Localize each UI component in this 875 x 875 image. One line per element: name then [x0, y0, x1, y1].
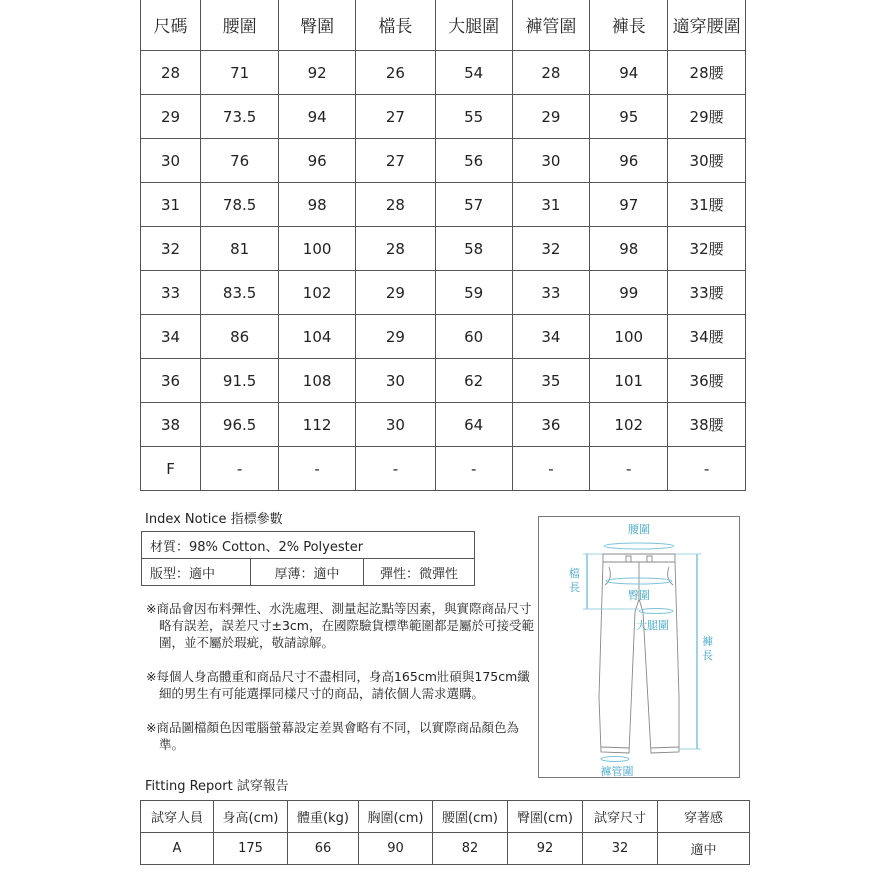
size-cell: 76	[201, 139, 279, 183]
size-cell: 27	[356, 95, 436, 139]
fit-cell: 版型：適中	[142, 559, 251, 586]
size-row	[141, 447, 746, 491]
size-cell: 30	[356, 359, 436, 403]
header-cell: 檔長	[356, 0, 436, 51]
size-cell: 38	[141, 403, 201, 447]
fitting-cell: 適中	[658, 833, 750, 865]
size-cell: F	[141, 447, 201, 491]
size-cell: -	[356, 447, 436, 491]
size-cell: -	[279, 447, 356, 491]
diagram-label-length-2: 長	[702, 649, 713, 662]
size-cell: 34	[141, 315, 201, 359]
diagram-label-rise-1: 檔	[569, 567, 580, 580]
header-cell: 身高(cm)	[214, 801, 288, 833]
size-cell: 30腰	[668, 139, 746, 183]
size-cell: 28	[356, 183, 436, 227]
fitting-cell: 32	[583, 833, 658, 865]
header-cell: 體重(kg)	[288, 801, 359, 833]
size-cell: 101	[590, 359, 668, 403]
note-item: ※商品圖檔顏色因電腦螢幕設定差異會略有不同，以實際商品顏色為準。	[146, 720, 519, 752]
fitting-cell: 175	[214, 833, 288, 865]
size-cell: 94	[279, 95, 356, 139]
size-cell: 81	[201, 227, 279, 271]
size-row	[141, 227, 746, 271]
size-cell: 108	[279, 359, 356, 403]
size-cell: 33	[512, 271, 590, 315]
size-row	[141, 315, 746, 359]
size-cell: 31	[141, 183, 201, 227]
size-cell: 92	[279, 51, 356, 95]
header-cell: 大腿圍	[435, 0, 512, 51]
diagram-label-thigh: 大腿圍	[636, 619, 669, 632]
size-cell: -	[201, 447, 279, 491]
pants-illustration	[539, 517, 739, 777]
size-cell: 29	[356, 271, 436, 315]
diagram-label-hip: 臀圍	[628, 589, 650, 602]
size-cell: 60	[435, 315, 512, 359]
header-cell: 適穿腰圍	[668, 0, 746, 51]
size-cell: 29	[141, 95, 201, 139]
size-cell: -	[668, 447, 746, 491]
size-cell: 71	[201, 51, 279, 95]
size-cell: 32	[141, 227, 201, 271]
size-table-header	[141, 0, 746, 51]
size-cell: -	[512, 447, 590, 491]
size-row	[141, 403, 746, 447]
size-cell: 31	[512, 183, 590, 227]
diagram-label-waist: 腰圍	[628, 523, 650, 536]
header-cell: 褲長	[590, 0, 668, 51]
size-chart-table	[140, 0, 746, 491]
size-cell: 35	[512, 359, 590, 403]
size-cell: 112	[279, 403, 356, 447]
pants-measurement-diagram	[538, 516, 740, 778]
fitting-cell: A	[141, 833, 214, 865]
size-cell: -	[435, 447, 512, 491]
size-cell: 36	[141, 359, 201, 403]
size-cell: 28	[356, 227, 436, 271]
header-cell: 腰圍(cm)	[433, 801, 508, 833]
fabric-params-table	[141, 531, 475, 586]
fitting-cell: 92	[508, 833, 583, 865]
waist-measure-line	[604, 543, 674, 549]
size-row	[141, 271, 746, 315]
size-cell: 29	[512, 95, 590, 139]
size-cell: 26	[356, 51, 436, 95]
fitting-cell: 90	[359, 833, 433, 865]
size-cell: 55	[435, 95, 512, 139]
header-cell: 試穿尺寸	[583, 801, 658, 833]
size-cell: 94	[590, 51, 668, 95]
index-notice-title: Index Notice 指標參數	[145, 512, 283, 527]
fitting-header-row	[141, 801, 750, 833]
size-cell: 95	[590, 95, 668, 139]
header-cell: 臀圍(cm)	[508, 801, 583, 833]
size-cell: 91.5	[201, 359, 279, 403]
size-row	[141, 183, 746, 227]
size-cell: 29腰	[668, 95, 746, 139]
size-cell: 104	[279, 315, 356, 359]
fitting-cell: 82	[433, 833, 508, 865]
size-cell: 96.5	[201, 403, 279, 447]
size-cell: 78.5	[201, 183, 279, 227]
size-cell: 102	[279, 271, 356, 315]
size-cell: 73.5	[201, 95, 279, 139]
size-cell: 86	[201, 315, 279, 359]
size-cell: 96	[590, 139, 668, 183]
size-cell: 34	[512, 315, 590, 359]
size-cell: 30	[512, 139, 590, 183]
diagram-label-length-1: 褲	[702, 635, 713, 648]
size-row	[141, 95, 746, 139]
size-cell: 62	[435, 359, 512, 403]
size-cell: 100	[279, 227, 356, 271]
size-cell: 59	[435, 271, 512, 315]
size-cell: 27	[356, 139, 436, 183]
size-cell: 36腰	[668, 359, 746, 403]
material-cell: 材質：98% Cotton、2% Polyester	[142, 532, 475, 559]
size-cell: 98	[279, 183, 356, 227]
diagram-label-hem: 褲管圍	[600, 765, 634, 777]
size-cell: 33	[141, 271, 201, 315]
size-cell: -	[590, 447, 668, 491]
size-cell: 28	[141, 51, 201, 95]
fitting-report-title: Fitting Report 試穿報告	[145, 779, 289, 794]
size-cell: 58	[435, 227, 512, 271]
size-row	[141, 359, 746, 403]
size-cell: 32腰	[668, 227, 746, 271]
size-cell: 102	[590, 403, 668, 447]
header-cell: 臀圍	[279, 0, 356, 51]
header-cell: 褲管圍	[512, 0, 590, 51]
size-cell: 33腰	[668, 271, 746, 315]
size-cell: 31腰	[668, 183, 746, 227]
size-cell: 38腰	[668, 403, 746, 447]
fitting-cell: 66	[288, 833, 359, 865]
diagram-label-rise-2: 長	[569, 581, 580, 594]
size-cell: 36	[512, 403, 590, 447]
size-cell: 57	[435, 183, 512, 227]
header-cell: 試穿人員	[141, 801, 214, 833]
size-cell: 96	[279, 139, 356, 183]
fitting-row	[141, 833, 750, 865]
size-cell: 34腰	[668, 315, 746, 359]
size-cell: 64	[435, 403, 512, 447]
size-cell: 56	[435, 139, 512, 183]
size-cell: 98	[590, 227, 668, 271]
size-cell: 54	[435, 51, 512, 95]
header-cell: 腰圍	[201, 0, 279, 51]
size-cell: 28腰	[668, 51, 746, 95]
size-cell: 29	[356, 315, 436, 359]
size-cell: 32	[512, 227, 590, 271]
size-cell: 97	[590, 183, 668, 227]
header-cell: 穿著感	[658, 801, 750, 833]
notes-section	[146, 600, 536, 770]
size-cell: 30	[141, 139, 201, 183]
note-item: ※每個人身高體重和商品尺寸不盡相同，身高165cm壯碩與175cm纖細的男生有可能選擇同樣尺寸的商品，請依個人需求選購。	[146, 669, 530, 701]
note-item: ※商品會因布料彈性、水洗處理、測量起訖點等因素，與實際商品尺寸略有誤差，誤差尺寸±3cm，在國際驗貨標準範圍都是屬於可接受範圍，並不屬於瑕疵，敬請諒解。	[146, 601, 534, 650]
thickness-cell: 厚薄：適中	[251, 559, 364, 586]
header-cell: 胸圍(cm)	[359, 801, 433, 833]
size-cell: 100	[590, 315, 668, 359]
size-row	[141, 51, 746, 95]
elasticity-cell: 彈性：微彈性	[364, 559, 475, 586]
size-cell: 99	[590, 271, 668, 315]
hem-measure-line	[601, 757, 629, 762]
size-cell: 30	[356, 403, 436, 447]
thigh-measure-line	[639, 609, 673, 614]
size-row	[141, 139, 746, 183]
size-cell: 83.5	[201, 271, 279, 315]
size-cell: 28	[512, 51, 590, 95]
fitting-report-table	[140, 800, 750, 865]
header-cell: 尺碼	[141, 0, 201, 51]
